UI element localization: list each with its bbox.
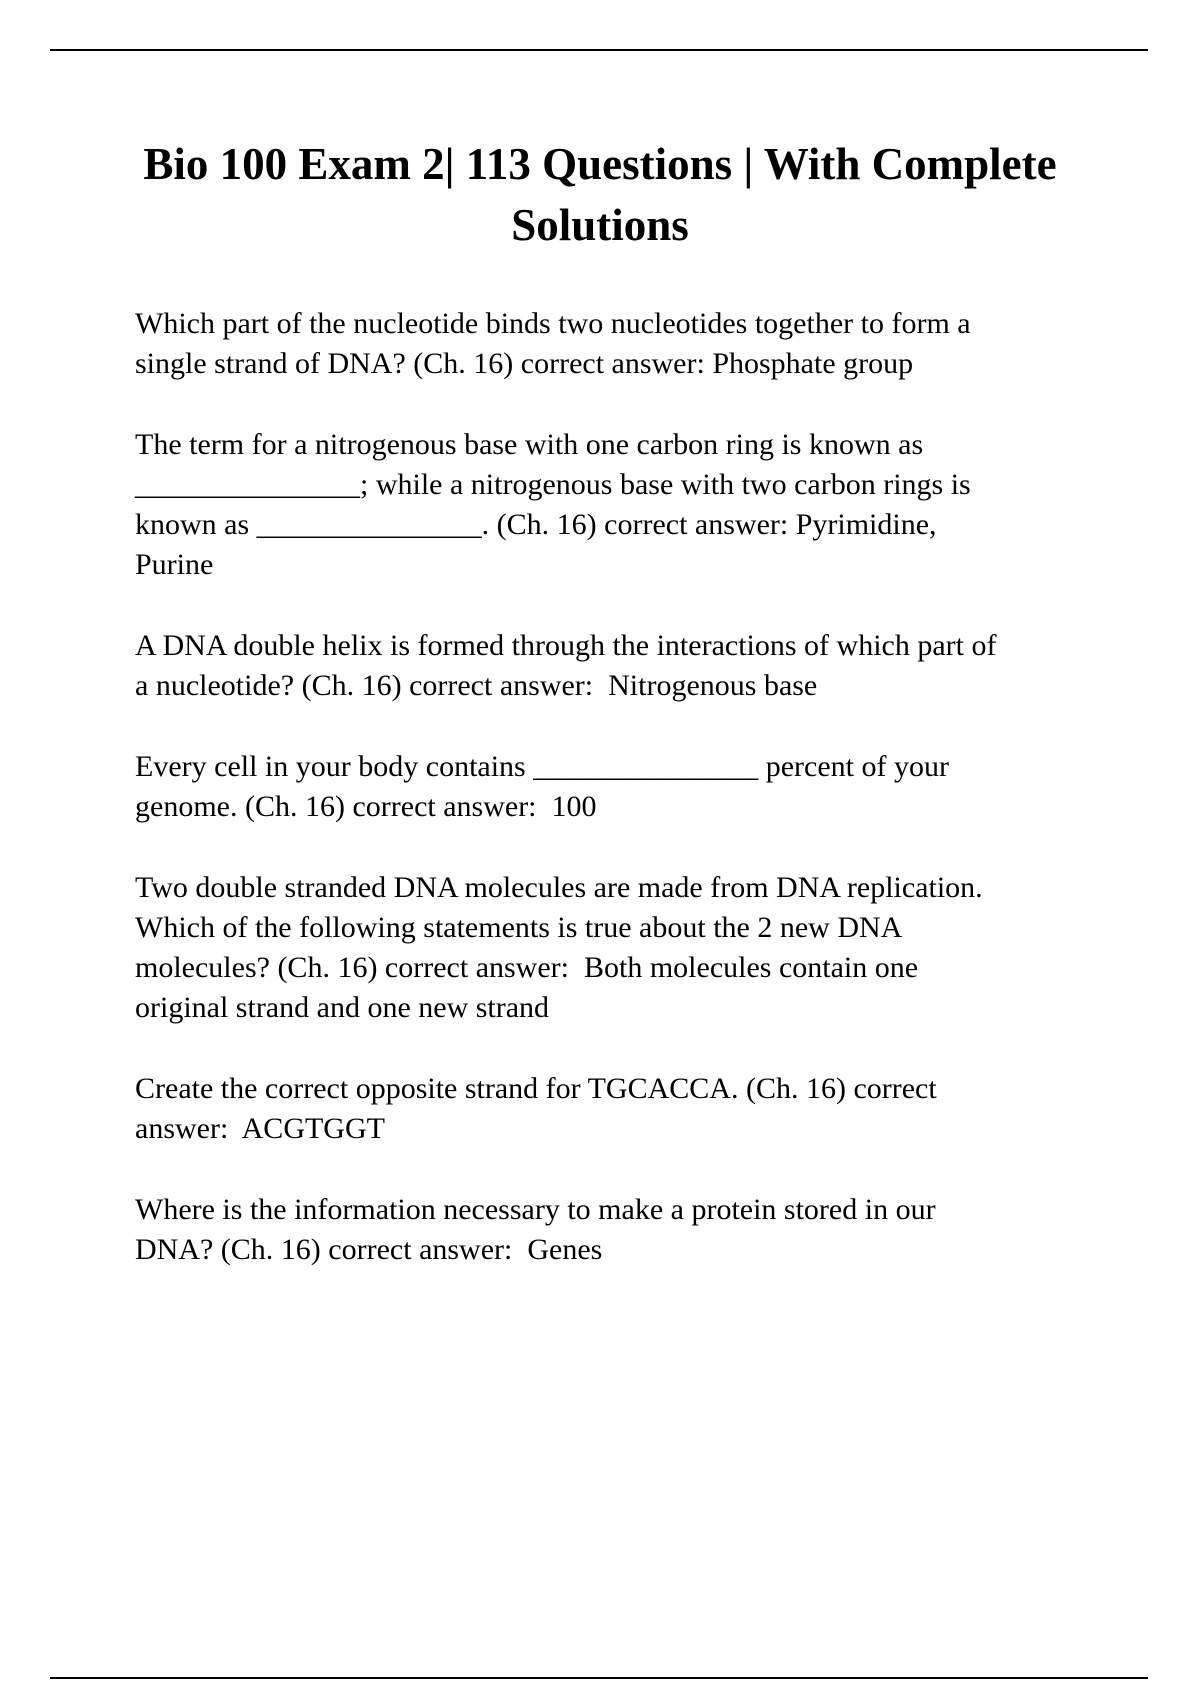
- qa-paragraph-2: The term for a nitrogenous base with one carbon ring is known as _______________; while a nitrogenous base with two carbon rings is known as _______________. (Ch. 16) correct answer: Pyrimidine, Purine: [135, 427, 979, 581]
- document-body: [135, 304, 1015, 1270]
- qa-paragraph-4: Every cell in your body contains _______________ percent of your genome. (Ch. 16) correct answer: 100: [135, 749, 957, 823]
- top-divider: [50, 49, 1148, 51]
- qa-paragraph-1: Which part of the nucleotide binds two nucleotides together to form a single strand of DNA? (Ch. 16) correct answer: Phosphate group: [135, 306, 979, 380]
- qa-paragraph-6: Create the correct opposite strand for TGCACCA. (Ch. 16) correct answer: ACGTGGT: [135, 1071, 945, 1145]
- document-title: Bio 100 Exam 2| 113 Questions | With Complete Solutions: [143, 139, 1057, 250]
- qa-paragraph-3: A DNA double helix is formed through the interactions of which part of a nucleotide? (Ch. 16) correct answer: Nitrogenous base: [135, 628, 1004, 702]
- bottom-divider: [50, 1677, 1148, 1679]
- qa-paragraph-5: Two double stranded DNA molecules are made from DNA replication. Which of the following statements is true about the 2 new DNA molecules? (Ch. 16) correct answer: Both molecules contain one original strand and one new strand: [135, 870, 990, 1024]
- qa-paragraph-7: Where is the information necessary to make a protein stored in our DNA? (Ch. 16) correct answer: Genes: [135, 1192, 944, 1266]
